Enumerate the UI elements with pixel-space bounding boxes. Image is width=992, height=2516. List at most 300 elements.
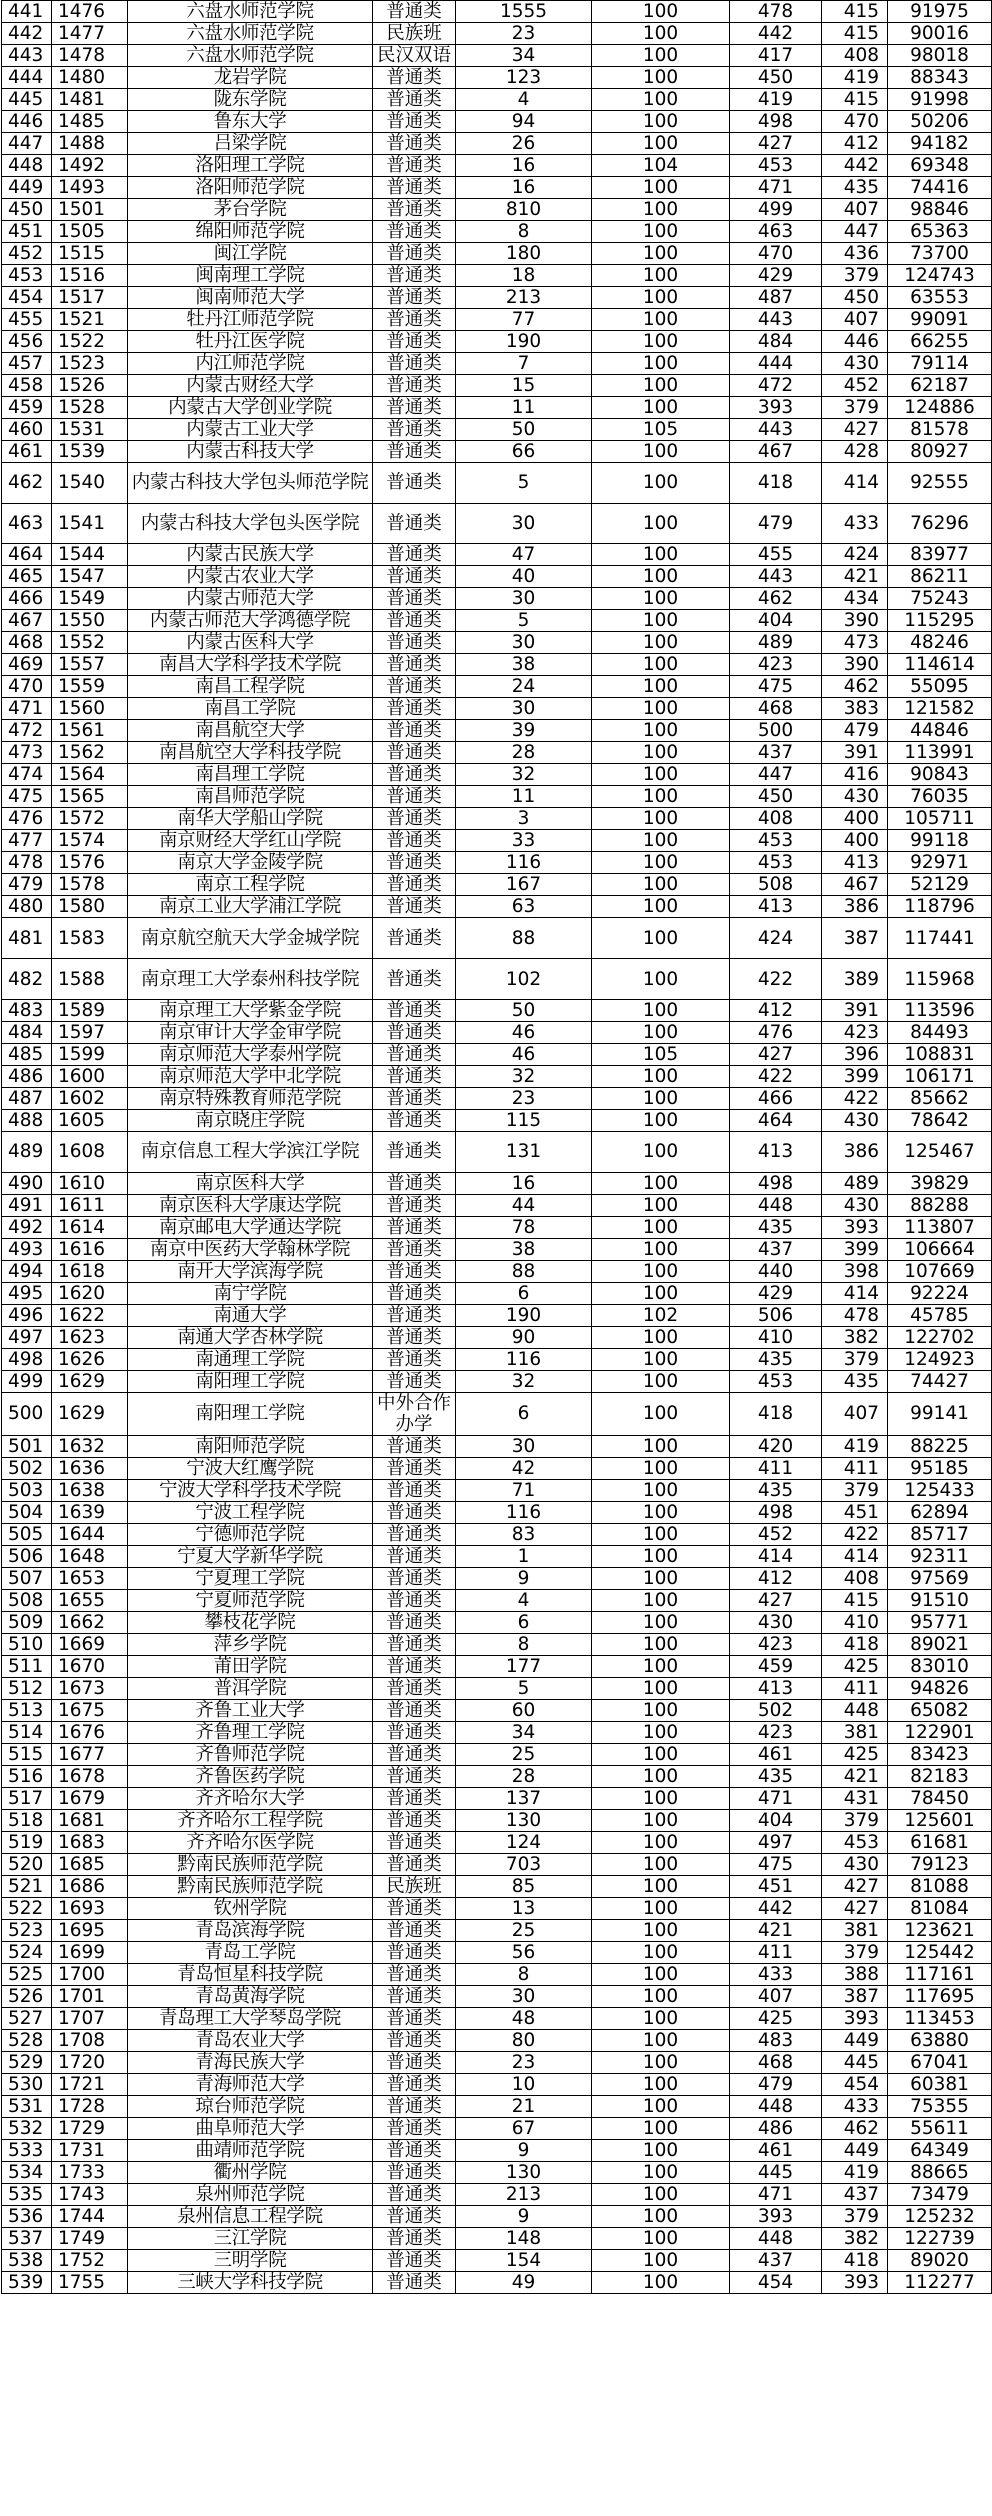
table-row xyxy=(2,1021,992,1043)
category: 普通类 xyxy=(386,177,442,198)
row-number: 460 xyxy=(8,419,44,440)
table-row xyxy=(2,1831,992,1853)
row-number-cell xyxy=(2,375,52,397)
school-code-cell xyxy=(52,331,128,353)
min-score-cell xyxy=(822,852,888,874)
min-score: 446 xyxy=(843,331,879,352)
school-name: 内蒙古师范大学鸿德学院 xyxy=(149,610,351,632)
max-score: 464 xyxy=(757,1109,794,1131)
rank-cell xyxy=(888,2095,992,2117)
school-name: 青海民族大学 xyxy=(195,2051,305,2073)
school-name-cell xyxy=(128,544,373,566)
rank-cell xyxy=(888,441,992,463)
school-code-cell xyxy=(52,1501,128,1523)
max-score: 437 xyxy=(757,1238,794,1260)
school-name: 宁夏理工学院 xyxy=(195,1567,305,1589)
category-cell xyxy=(373,155,456,177)
school-name: 龙岩学院 xyxy=(213,67,287,88)
school-code: 1614 xyxy=(58,1216,106,1238)
row-number-cell xyxy=(2,1479,52,1501)
school-name-cell xyxy=(128,1963,373,1985)
table-row xyxy=(2,852,992,874)
category: 普通类 xyxy=(386,2271,442,2293)
score-value-cell xyxy=(592,1897,730,1919)
score-value: 100 xyxy=(642,1567,679,1589)
max-score-cell xyxy=(730,544,822,566)
school-code-cell xyxy=(52,1853,128,1875)
row-number: 443 xyxy=(8,45,44,66)
score-value: 100 xyxy=(642,177,679,198)
table-row xyxy=(2,1897,992,1919)
table-row xyxy=(2,1523,992,1545)
row-number: 457 xyxy=(8,353,44,374)
category: 普通类 xyxy=(386,1,442,22)
score-value-cell xyxy=(592,1109,730,1131)
rank: 62187 xyxy=(910,375,969,396)
max-score-cell xyxy=(730,1611,822,1633)
school-code-cell xyxy=(52,1260,128,1282)
score-value-cell xyxy=(592,2029,730,2051)
school-name-cell xyxy=(128,1021,373,1043)
min-score-cell xyxy=(822,375,888,397)
row-number: 520 xyxy=(8,1853,44,1875)
score-value: 100 xyxy=(642,786,679,808)
max-score-cell xyxy=(730,2029,822,2051)
score-value: 100 xyxy=(642,1501,679,1523)
max-score-cell xyxy=(730,133,822,155)
max-score-cell xyxy=(730,999,822,1021)
table-row xyxy=(2,2271,992,2293)
min-score-cell xyxy=(822,544,888,566)
category: 普通类 xyxy=(386,513,442,535)
school-name-cell xyxy=(128,2271,373,2293)
rank: 99091 xyxy=(910,309,969,330)
school-name-cell xyxy=(128,1,373,23)
min-score-cell xyxy=(822,111,888,133)
max-score-cell xyxy=(730,1963,822,1985)
rank-cell xyxy=(888,221,992,243)
school-name: 内蒙古大学创业学院 xyxy=(168,397,332,418)
min-score: 414 xyxy=(843,472,879,494)
rank-cell xyxy=(888,1567,992,1589)
school-code: 1561 xyxy=(58,720,106,742)
min-score-cell xyxy=(822,1897,888,1919)
school-name-cell xyxy=(128,1131,373,1172)
score-value: 104 xyxy=(642,155,679,176)
school-code-cell xyxy=(52,155,128,177)
plan-count: 8 xyxy=(517,221,530,242)
school-code-cell xyxy=(52,1065,128,1087)
min-score: 434 xyxy=(843,588,879,610)
category: 普通类 xyxy=(386,676,442,698)
plan-count: 56 xyxy=(511,1941,536,1963)
row-number-cell xyxy=(2,896,52,918)
school-code-cell xyxy=(52,1194,128,1216)
school-code: 1477 xyxy=(58,23,106,44)
school-name-cell xyxy=(128,353,373,375)
min-score: 427 xyxy=(843,1897,879,1919)
max-score: 393 xyxy=(757,2205,794,2227)
row-number-cell xyxy=(2,1457,52,1479)
school-name: 南京信息工程大学滨江学院 xyxy=(140,1141,360,1163)
row-number: 473 xyxy=(8,742,44,764)
score-value: 100 xyxy=(642,1611,679,1633)
category: 普通类 xyxy=(386,874,442,896)
rank-cell xyxy=(888,1941,992,1963)
rank-cell xyxy=(888,2227,992,2249)
plan-count-cell xyxy=(456,1941,592,1963)
row-number-cell xyxy=(2,2007,52,2029)
plan-count: 42 xyxy=(511,1457,536,1479)
plan-count: 137 xyxy=(505,1787,542,1809)
school-name-cell xyxy=(128,1919,373,1941)
plan-count: 123 xyxy=(505,67,542,88)
max-score-cell xyxy=(730,2117,822,2139)
score-value-cell xyxy=(592,111,730,133)
score-value: 100 xyxy=(642,830,679,852)
category: 普通类 xyxy=(386,1611,442,1633)
min-score: 454 xyxy=(843,2073,879,2095)
score-value: 100 xyxy=(642,1809,679,1831)
table-row xyxy=(2,698,992,720)
rank: 78450 xyxy=(910,1787,969,1809)
min-score-cell xyxy=(822,177,888,199)
max-score-cell xyxy=(730,1370,822,1392)
rank: 91998 xyxy=(910,89,969,110)
school-code: 1522 xyxy=(58,331,106,352)
category-cell xyxy=(373,265,456,287)
plan-count-cell xyxy=(456,1172,592,1194)
score-value: 100 xyxy=(642,1765,679,1787)
max-score-cell xyxy=(730,698,822,720)
row-number-cell xyxy=(2,1131,52,1172)
school-name: 南昌航空大学科技学院 xyxy=(158,742,341,764)
row-number-cell xyxy=(2,1260,52,1282)
school-code: 1670 xyxy=(58,1655,106,1677)
school-code: 1638 xyxy=(58,1479,106,1501)
max-score: 506 xyxy=(757,1304,794,1326)
score-value: 100 xyxy=(642,1282,679,1304)
max-score-cell xyxy=(730,566,822,588)
score-value: 100 xyxy=(642,1348,679,1370)
min-score-cell xyxy=(822,830,888,852)
row-number-cell xyxy=(2,397,52,419)
school-code: 1685 xyxy=(58,1853,106,1875)
school-code-cell xyxy=(52,1348,128,1370)
row-number-cell xyxy=(2,786,52,808)
min-score-cell xyxy=(822,23,888,45)
row-number: 523 xyxy=(8,1919,44,1941)
rank-cell xyxy=(888,1216,992,1238)
min-score: 435 xyxy=(843,177,879,198)
rank-cell xyxy=(888,1787,992,1809)
rank: 91975 xyxy=(910,1,969,22)
school-name: 琼台师范学院 xyxy=(195,2095,305,2117)
score-value-cell xyxy=(592,1216,730,1238)
school-code: 1669 xyxy=(58,1633,106,1655)
school-code-cell xyxy=(52,287,128,309)
row-number: 534 xyxy=(8,2161,44,2183)
min-score: 435 xyxy=(843,1370,879,1392)
rank: 108831 xyxy=(904,1043,975,1065)
max-score: 418 xyxy=(757,1403,794,1425)
row-number: 475 xyxy=(8,786,44,808)
school-code-cell xyxy=(52,896,128,918)
category-cell xyxy=(373,133,456,155)
min-score-cell xyxy=(822,463,888,504)
min-score: 381 xyxy=(843,1721,879,1743)
category-cell xyxy=(373,331,456,353)
category-cell xyxy=(373,67,456,89)
score-value: 100 xyxy=(642,1721,679,1743)
school-name-cell xyxy=(128,23,373,45)
row-number-cell xyxy=(2,1853,52,1875)
school-code: 1721 xyxy=(58,2073,106,2095)
row-number: 446 xyxy=(8,111,44,132)
score-value-cell xyxy=(592,221,730,243)
table-row xyxy=(2,1172,992,1194)
row-number: 486 xyxy=(8,1065,44,1087)
rank: 81088 xyxy=(910,1875,969,1897)
school-name-cell xyxy=(128,1853,373,1875)
table-row xyxy=(2,1721,992,1743)
score-value-cell xyxy=(592,566,730,588)
school-code: 1636 xyxy=(58,1457,106,1479)
plan-count-cell xyxy=(456,221,592,243)
category-cell xyxy=(373,1260,456,1282)
score-value-cell xyxy=(592,419,730,441)
table-row xyxy=(2,588,992,610)
school-name-cell xyxy=(128,419,373,441)
plan-count: 33 xyxy=(511,830,536,852)
plan-count-cell xyxy=(456,2271,592,2293)
row-number: 535 xyxy=(8,2183,44,2205)
min-score-cell xyxy=(822,2051,888,2073)
plan-count: 9 xyxy=(517,2139,530,2161)
school-name: 茅台学院 xyxy=(213,199,287,220)
rank-cell xyxy=(888,566,992,588)
category-cell xyxy=(373,632,456,654)
min-score-cell xyxy=(822,1501,888,1523)
school-code: 1616 xyxy=(58,1238,106,1260)
school-code-cell xyxy=(52,1941,128,1963)
rank: 75243 xyxy=(910,588,969,610)
school-name: 陇东学院 xyxy=(213,89,287,110)
row-number: 490 xyxy=(8,1172,44,1194)
category-cell xyxy=(373,2227,456,2249)
category: 普通类 xyxy=(386,133,442,154)
school-name-cell xyxy=(128,1326,373,1348)
plan-count: 30 xyxy=(511,1435,536,1457)
rank: 117441 xyxy=(904,927,975,949)
rank-cell xyxy=(888,1238,992,1260)
row-number: 499 xyxy=(8,1370,44,1392)
min-score-cell xyxy=(822,1721,888,1743)
plan-count-cell xyxy=(456,720,592,742)
plan-count: 5 xyxy=(517,1677,530,1699)
category-cell xyxy=(373,786,456,808)
school-code-cell xyxy=(52,1109,128,1131)
school-code: 1618 xyxy=(58,1260,106,1282)
school-code-cell xyxy=(52,852,128,874)
row-number-cell xyxy=(2,1831,52,1853)
plan-count-cell xyxy=(456,1260,592,1282)
max-score-cell xyxy=(730,1043,822,1065)
min-score-cell xyxy=(822,1131,888,1172)
max-score-cell xyxy=(730,2271,822,2293)
plan-count-cell xyxy=(456,111,592,133)
min-score-cell xyxy=(822,155,888,177)
school-code: 1550 xyxy=(58,610,106,632)
row-number-cell xyxy=(2,544,52,566)
category: 普通类 xyxy=(386,1567,442,1589)
table-row xyxy=(2,1985,992,2007)
score-value-cell xyxy=(592,588,730,610)
max-score: 470 xyxy=(757,243,794,264)
min-score-cell xyxy=(822,1348,888,1370)
category: 普通类 xyxy=(386,1282,442,1304)
min-score: 408 xyxy=(843,1567,879,1589)
max-score-cell xyxy=(730,1021,822,1043)
max-score-cell xyxy=(730,588,822,610)
min-score: 389 xyxy=(843,968,879,990)
score-value: 100 xyxy=(642,397,679,418)
row-number-cell xyxy=(2,177,52,199)
school-name: 南京师范大学泰州学院 xyxy=(158,1043,341,1065)
table-row xyxy=(2,1545,992,1567)
category: 普通类 xyxy=(386,199,442,220)
plan-count-cell xyxy=(456,1875,592,1897)
table-row xyxy=(2,1087,992,1109)
table-row xyxy=(2,1,992,23)
row-number: 495 xyxy=(8,1282,44,1304)
plan-count: 190 xyxy=(505,1304,542,1326)
plan-count: 21 xyxy=(511,2095,536,2117)
category-cell xyxy=(373,1065,456,1087)
plan-count-cell xyxy=(456,419,592,441)
category: 普通类 xyxy=(386,830,442,852)
row-number-cell xyxy=(2,830,52,852)
category: 普通类 xyxy=(386,1065,442,1087)
max-score-cell xyxy=(730,1809,822,1831)
school-code: 1560 xyxy=(58,698,106,720)
row-number-cell xyxy=(2,199,52,221)
table-row xyxy=(2,2139,992,2161)
row-number: 500 xyxy=(8,1403,44,1425)
category-cell xyxy=(373,1282,456,1304)
min-score: 399 xyxy=(843,1065,879,1087)
table-row xyxy=(2,331,992,353)
school-name-cell xyxy=(128,1304,373,1326)
min-score-cell xyxy=(822,1809,888,1831)
score-value-cell xyxy=(592,1545,730,1567)
category: 普通类 xyxy=(386,1633,442,1655)
score-value: 100 xyxy=(642,1787,679,1809)
plan-count: 4 xyxy=(517,1589,530,1611)
plan-count-cell xyxy=(456,1523,592,1545)
score-value: 100 xyxy=(642,1677,679,1699)
school-code: 1521 xyxy=(58,309,106,330)
school-code-cell xyxy=(52,111,128,133)
category-cell xyxy=(373,1348,456,1370)
row-number: 463 xyxy=(8,513,44,535)
table-row xyxy=(2,111,992,133)
plan-count: 23 xyxy=(511,23,536,44)
table-row xyxy=(2,720,992,742)
rank-cell xyxy=(888,830,992,852)
school-name-cell xyxy=(128,1523,373,1545)
max-score: 418 xyxy=(757,472,794,494)
school-name-cell xyxy=(128,874,373,896)
table-row xyxy=(2,89,992,111)
plan-count-cell xyxy=(456,1545,592,1567)
max-score-cell xyxy=(730,89,822,111)
score-value: 100 xyxy=(642,441,679,462)
school-code-cell xyxy=(52,830,128,852)
score-value-cell xyxy=(592,2271,730,2293)
school-code: 1729 xyxy=(58,2117,106,2139)
min-score-cell xyxy=(822,1941,888,1963)
score-value: 100 xyxy=(642,1109,679,1131)
min-score: 411 xyxy=(843,1677,879,1699)
category-cell xyxy=(373,2095,456,2117)
category-cell xyxy=(373,720,456,742)
min-score: 442 xyxy=(843,155,879,176)
school-name-cell xyxy=(128,999,373,1021)
school-name-cell xyxy=(128,221,373,243)
score-value-cell xyxy=(592,1021,730,1043)
school-name-cell xyxy=(128,1065,373,1087)
max-score-cell xyxy=(730,45,822,67)
max-score-cell xyxy=(730,1831,822,1853)
plan-count-cell xyxy=(456,2139,592,2161)
school-code-cell xyxy=(52,610,128,632)
row-number: 448 xyxy=(8,155,44,176)
score-value-cell xyxy=(592,2117,730,2139)
table-row xyxy=(2,918,992,959)
category-cell xyxy=(373,1131,456,1172)
row-number-cell xyxy=(2,959,52,1000)
max-score: 437 xyxy=(757,742,794,764)
score-value-cell xyxy=(592,720,730,742)
min-score-cell xyxy=(822,1985,888,2007)
score-value-cell xyxy=(592,610,730,632)
max-score-cell xyxy=(730,177,822,199)
plan-count: 46 xyxy=(511,1043,536,1065)
school-code: 1733 xyxy=(58,2161,106,2183)
category: 普通类 xyxy=(386,1109,442,1131)
row-number-cell xyxy=(2,2227,52,2249)
row-number: 479 xyxy=(8,874,44,896)
score-value-cell xyxy=(592,959,730,1000)
row-number: 471 xyxy=(8,698,44,720)
max-score: 479 xyxy=(757,2073,794,2095)
category-cell xyxy=(373,1523,456,1545)
row-number: 531 xyxy=(8,2095,44,2117)
category-cell xyxy=(373,2117,456,2139)
school-name: 齐鲁医药学院 xyxy=(195,1765,305,1787)
plan-count-cell xyxy=(456,1765,592,1787)
max-score-cell xyxy=(730,221,822,243)
score-value-cell xyxy=(592,89,730,111)
min-score: 407 xyxy=(843,1403,879,1425)
row-number-cell xyxy=(2,1,52,23)
score-value: 100 xyxy=(642,89,679,110)
max-score: 443 xyxy=(757,309,794,330)
school-code-cell xyxy=(52,2271,128,2293)
rank-cell xyxy=(888,1,992,23)
score-value-cell xyxy=(592,764,730,786)
